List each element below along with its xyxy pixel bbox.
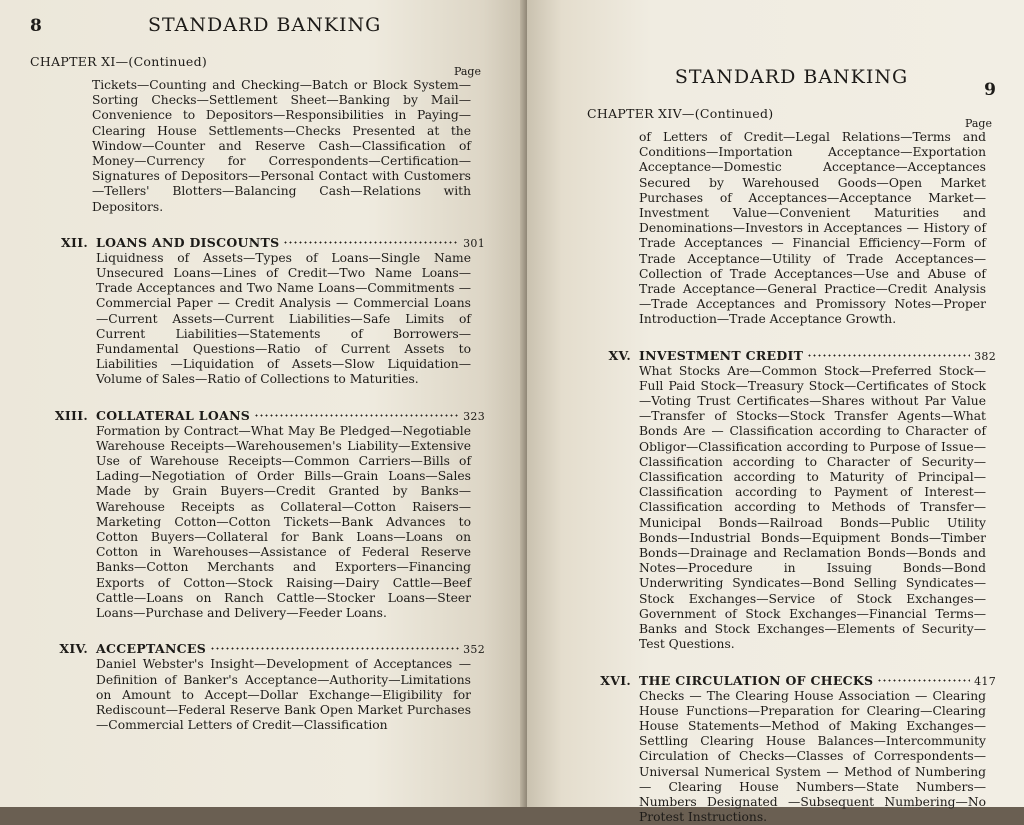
chapter-title: COLLATERAL LOANS (96, 408, 250, 423)
chapter-title: INVESTMENT CREDIT (639, 348, 803, 363)
dot-leader (283, 241, 459, 244)
right-page-header (587, 66, 996, 100)
chapter-page: 382 (974, 350, 996, 363)
chapter-summary: Formation by Contract—What May Be Pledged—Negotiable Warehouse Receipts—Warehousemen's Liability—Extensive Use of Warehouse Receipts—Common Carriers—Bills of Lading—Negotiation of Order Bills—Grain Loans—Sales Made by Grain Buyers—Credit Granted by Banks—Warehouse Receipts as Collateral—Cotton Raisers—Marketing Cotton—Cotton Tickets—Bank Advances to Cotton Buyers—Collateral for Bank Loans—Loans on Cotton in Warehouses—Assistance of Federal Reserve Banks—Cotton Merchants and Exporters—Financing Exports of Cotton—Stock Raising—Dairy Cattle—Beef Cattle—Loans on Ranch Cattle—Stocker Loans—Steer Loans—Purchase and Delivery—Feeder Loans. (96, 424, 471, 622)
page-column-label: Page (587, 117, 996, 130)
toc-entry-xv (587, 348, 996, 653)
right-page (527, 0, 1024, 807)
chapter-summary: Checks — The Clearing House Association — Clearing House Functions—Preparation for Clearing—Clearing House Statements—Method of Making Exchanges—Settling Clearing House Balances—Intercommunity Circulation of Checks—Classes of Correspondents—Universal Numerical System — Method of Numbering — Clearing House Numbers—State Numbers—Numbers Designated —Subsequent Numbering—No Protest Instructions. (639, 689, 986, 825)
left-page-header (30, 14, 485, 48)
chapter-numeral: XIII. (30, 408, 96, 423)
chapter-summary: Liquidness of Assets—Types of Loans—Single Name Unsecured Loans—Lines of Credit—Two Name Loans—Trade Acceptances and Two Name Loans—Commitments —Commercial Paper — Credit Analysis — Commercial Loans—Current Assets—Current Liabilities—Safe Limits of Current Liabilities—Statements of Borrowers—Fundamental Questions—Ratio of Current Assets to Liabilities —Liquidation of Assets—Slow Liquidation—Volume of Sales—Ratio of Collections to Maturities. (96, 251, 471, 388)
chapter-numeral: XVI. (587, 673, 639, 688)
toc-entry-xii (30, 235, 485, 388)
chapter-title: ACCEPTANCES (96, 641, 206, 656)
toc-entry-xiii (30, 408, 485, 622)
chapter-title: THE CIRCULATION OF CHECKS (639, 673, 873, 688)
chapter-numeral: XII. (30, 235, 96, 250)
dot-leader (877, 679, 970, 682)
page-number: 9 (984, 80, 996, 100)
running-head: STANDARD BANKING (148, 14, 381, 36)
continued-summary: Tickets—Counting and Checking—Batch or Block System—Sorting Checks—Settlement Sheet—Banking by Mail—Convenience to Depositors—Responsibilities in Paying—Clearing House Settlements—Checks Presented at the Window—Counter and Reserve Cash—Classification of Money—Currency for Correspondents—Certification—Signatures of Depositors—Personal Contact with Customers—Tellers' Blotters—Balancing Cash—Relations with Depositors. (92, 78, 471, 215)
chapter-page: 301 (463, 237, 485, 250)
chapter-numeral: XIV. (30, 641, 96, 656)
chapter-page: 417 (974, 675, 996, 688)
dot-leader (254, 414, 459, 417)
chapter-summary: Daniel Webster's Insight—Development of Acceptances —Definition of Banker's Acceptance—Authority—Limitations on Amount to Accept—Dollar Exchange—Eligibility for Rediscount—Federal Reserve Bank Open Market Purchases—Commercial Letters of Credit—Classification (96, 657, 471, 733)
chapter-continued-heading: CHAPTER XIV—(Continued) (587, 106, 996, 121)
chapter-numeral: XV. (587, 348, 639, 363)
chapter-page: 323 (463, 410, 485, 423)
chapter-title: LOANS AND DISCOUNTS (96, 235, 279, 250)
dot-leader (210, 647, 459, 650)
chapter-continued-heading: CHAPTER XI—(Continued) (30, 54, 485, 69)
dot-leader (807, 354, 970, 357)
page-column-label: Page (30, 65, 485, 78)
running-head: STANDARD BANKING (675, 66, 908, 88)
chapter-page: 352 (463, 643, 485, 656)
continued-summary: of Letters of Credit—Legal Relations—Terms and Conditions—Importation Acceptance—Exportation Acceptance—Domestic Acceptance—Acceptances Secured by Warehoused Goods—Open Market Purchases of Acceptances—Acceptance Market—Investment Value—Convenient Maturities and Denominations—Investors in Acceptances — History of Trade Acceptances — Financial Efficiency—Form of Trade Acceptance—Utility of Trade Acceptances—Collection of Trade Acceptances—Use and Abuse of Trade Acceptance—General Practice—Credit Analysis—Trade Acceptances and Promissory Notes—Proper Introduction—Trade Acceptance Growth. (639, 130, 986, 328)
toc-entry-xiv (30, 641, 485, 733)
page-number: 8 (30, 16, 90, 36)
toc-entry-xvi (587, 673, 996, 825)
chapter-summary: What Stocks Are—Common Stock—Preferred Stock—Full Paid Stock—Treasury Stock—Certificates of Stock —Voting Trust Certificates—Shares without Par Value —Transfer of Stocks—Stock Transfer Agents—What Bonds Are — Classification according to Character of Obligor—Classification according to Purpose of Issue—Classification according to Character of Security—Classification according to Maturity of Principal—Classification according to Payment of Interest—Classification according to Methods of Transfer—Municipal Bonds—Railroad Bonds—Public Utility Bonds—Industrial Bonds—Equipment Bonds—Timber Bonds—Drainage and Reclamation Bonds—Bonds and Notes—Procedure in Issuing Bonds—Bond Underwriting Syndicates—Bond Selling Syndicates—Stock Exchanges—Service of Stock Exchanges—Government of Stock Exchanges—Financial Terms—Banks and Stock Exchanges—Elements of Security—Test Questions. (639, 364, 986, 653)
